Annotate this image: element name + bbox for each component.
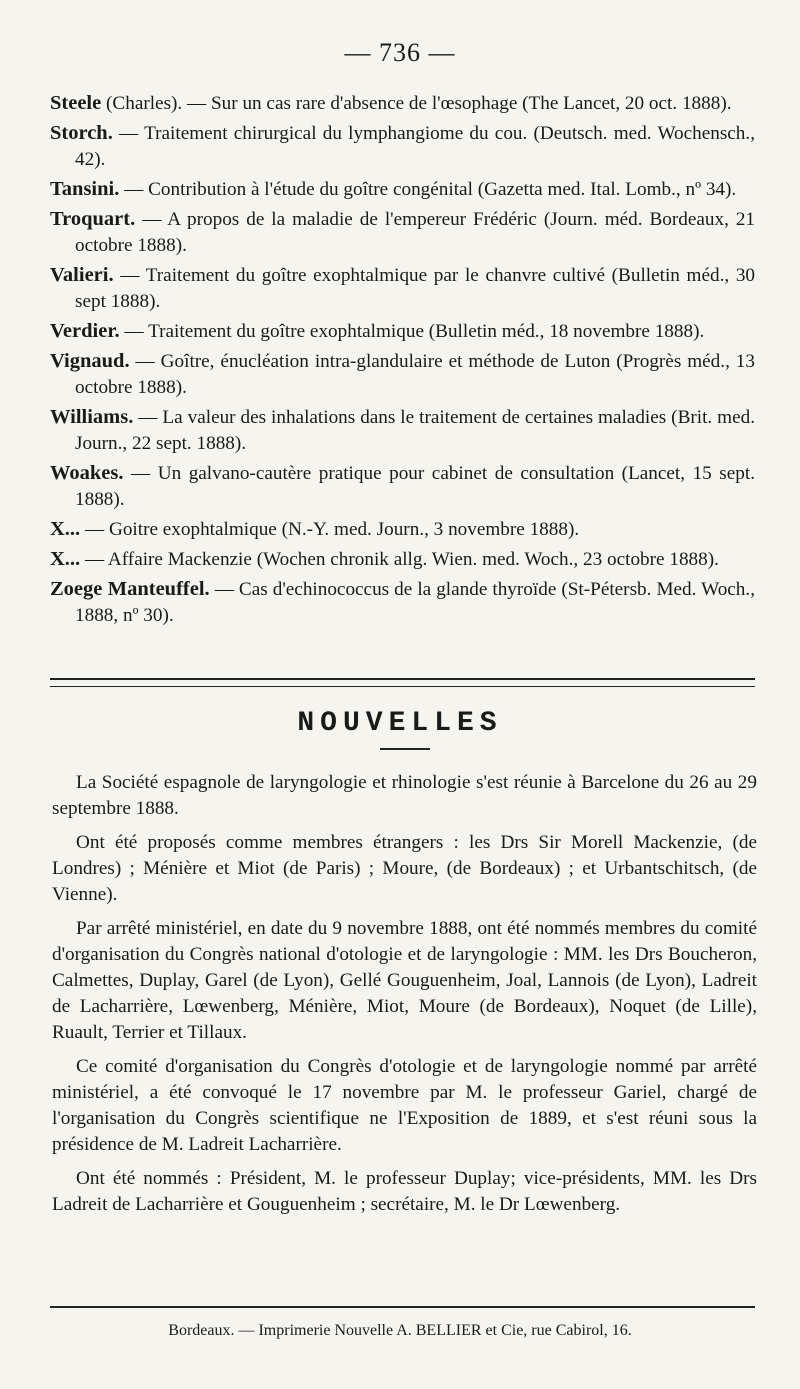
printer-footer: Bordeaux. — Imprimerie Nouvelle A. BELLIER et Cie, rue Cabirol, 16. (168, 1322, 632, 1339)
entry-author: Steele (50, 92, 102, 114)
entry-text: — A propos de la maladie de l'empereur Frédéric (Journ. méd. Bordeaux, 21 octobre 1888). (75, 209, 756, 256)
entry-author: Troquart. (50, 208, 136, 230)
section-divider (50, 678, 755, 687)
entry-author: Williams. (50, 406, 134, 428)
entry-author: X... (50, 548, 81, 570)
bibliography-entry (50, 176, 755, 203)
bibliography-entry (50, 206, 755, 259)
bibliography-entry (50, 90, 755, 117)
entry-text: — Traitement chirurgical du lymphangiome du cou. (Deutsch. med. Wochensch., 42). (75, 123, 755, 170)
entry-text: — Goitre exophtalmique (N.-Y. med. Journ., 3 novembre 1888). (84, 519, 580, 540)
news-paragraph: Ce comité d'organisation du Congrès d'otologie et de laryngologie nommé par arrêté ministériel, a été convoqué le 17 novembre par M. le professeur Gariel, chargé de l'organisation du Congrès scientifique ne l'Exposition de 1889, et s'est réuni sous la présidence de M. Ladreit Lacharrière. (52, 1056, 757, 1155)
entry-text: — Traitement du goître exophtalmique par le chanvre cultivé (Bulletin méd., 30 sept 1888). (75, 265, 756, 312)
entry-text: — Traitement du goître exophtalmique (Bulletin méd., 18 novembre 1888). (124, 321, 705, 342)
bibliography-entry (50, 318, 755, 345)
bibliography-entry (50, 348, 755, 401)
page-number: — 736 — (344, 38, 456, 67)
entry-author: Vignaud. (50, 350, 130, 372)
entry-text: (Charles). — Sur un cas rare d'absence de l'œsophage (The Lancet, 20 oct. 1888). (106, 93, 732, 114)
bibliography-list (50, 90, 755, 632)
entry-text: — Affaire Mackenzie (Wochen chronik allg. Wien. med. Woch., 23 octobre 1888). (84, 549, 719, 570)
bibliography-entry (50, 460, 755, 513)
news-heading: NOUVELLES (297, 708, 503, 739)
bibliography-entry (50, 546, 755, 573)
entry-author: Tansini. (50, 178, 120, 200)
bibliography-entry (50, 516, 755, 543)
heading-underline (380, 748, 430, 750)
bibliography-entry (50, 262, 755, 315)
news-paragraph: Ont été nommés : Président, M. le professeur Duplay; vice-présidents, MM. les Drs Ladreit de Lacharrière et Gouguenheim ; secrétaire, M. le Dr Lœwenberg. (52, 1168, 757, 1215)
entry-text: — Goître, énucléation intra-glandulaire et méthode de Luton (Progrès méd., 13 octobre 1888). (75, 351, 755, 398)
entry-author: Verdier. (50, 320, 120, 342)
bibliography-entry (50, 404, 755, 457)
entry-author: Zoege Manteuffel. (50, 578, 210, 600)
entry-author: Storch. (50, 122, 113, 144)
footer-divider (50, 1306, 755, 1308)
entry-text: — Contribution à l'étude du goître congénital (Gazetta med. Ital. Lomb., nº 34). (124, 179, 737, 200)
entry-author: Valieri. (50, 264, 114, 286)
bibliography-entry (50, 576, 755, 629)
bibliography-entry (50, 120, 755, 173)
news-paragraph: Ont été proposés comme membres étrangers : les Drs Sir Morell Mackenzie, (de Londres) ; Ménière et Miot (de Paris) ; Moure, (de Bordeaux) ; et Urbantschitsch, (de Vienne). (52, 832, 757, 905)
entry-text: — Un galvano-cautère pratique pour cabinet de consultation (Lancet, 15 sept. 1888). (75, 463, 755, 510)
entry-author: X... (50, 518, 81, 540)
news-paragraph: La Société espagnole de laryngologie et rhinologie s'est réunie à Barcelone du 26 au 29 septembre 1888. (52, 772, 757, 819)
entry-text: — La valeur des inhalations dans le traitement de certaines maladies (Brit. med. Journ., 22 sept. 1888). (75, 407, 755, 454)
news-paragraph: Par arrêté ministériel, en date du 9 novembre 1888, ont été nommés membres du comité d'organisation du Congrès national d'otologie et de laryngologie : MM. les Drs Boucheron, Calmettes, Duplay, Garel (de Lyon), Gellé Gouguenheim, Joal, Lannois (de Lyon), Ladreit de Lacharrière, Lœwenberg, Ménière, Miot, Moure (de Bordeaux), Noquet (de Lille), Ruault, Terrier et Tillaux. (52, 918, 757, 1043)
entry-text: — Cas d'echinococcus de la glande thyroïde (St-Pétersb. Med. Woch., 1888, nº 30). (75, 579, 755, 626)
entry-author: Woakes. (50, 462, 124, 484)
news-section (52, 770, 757, 1226)
